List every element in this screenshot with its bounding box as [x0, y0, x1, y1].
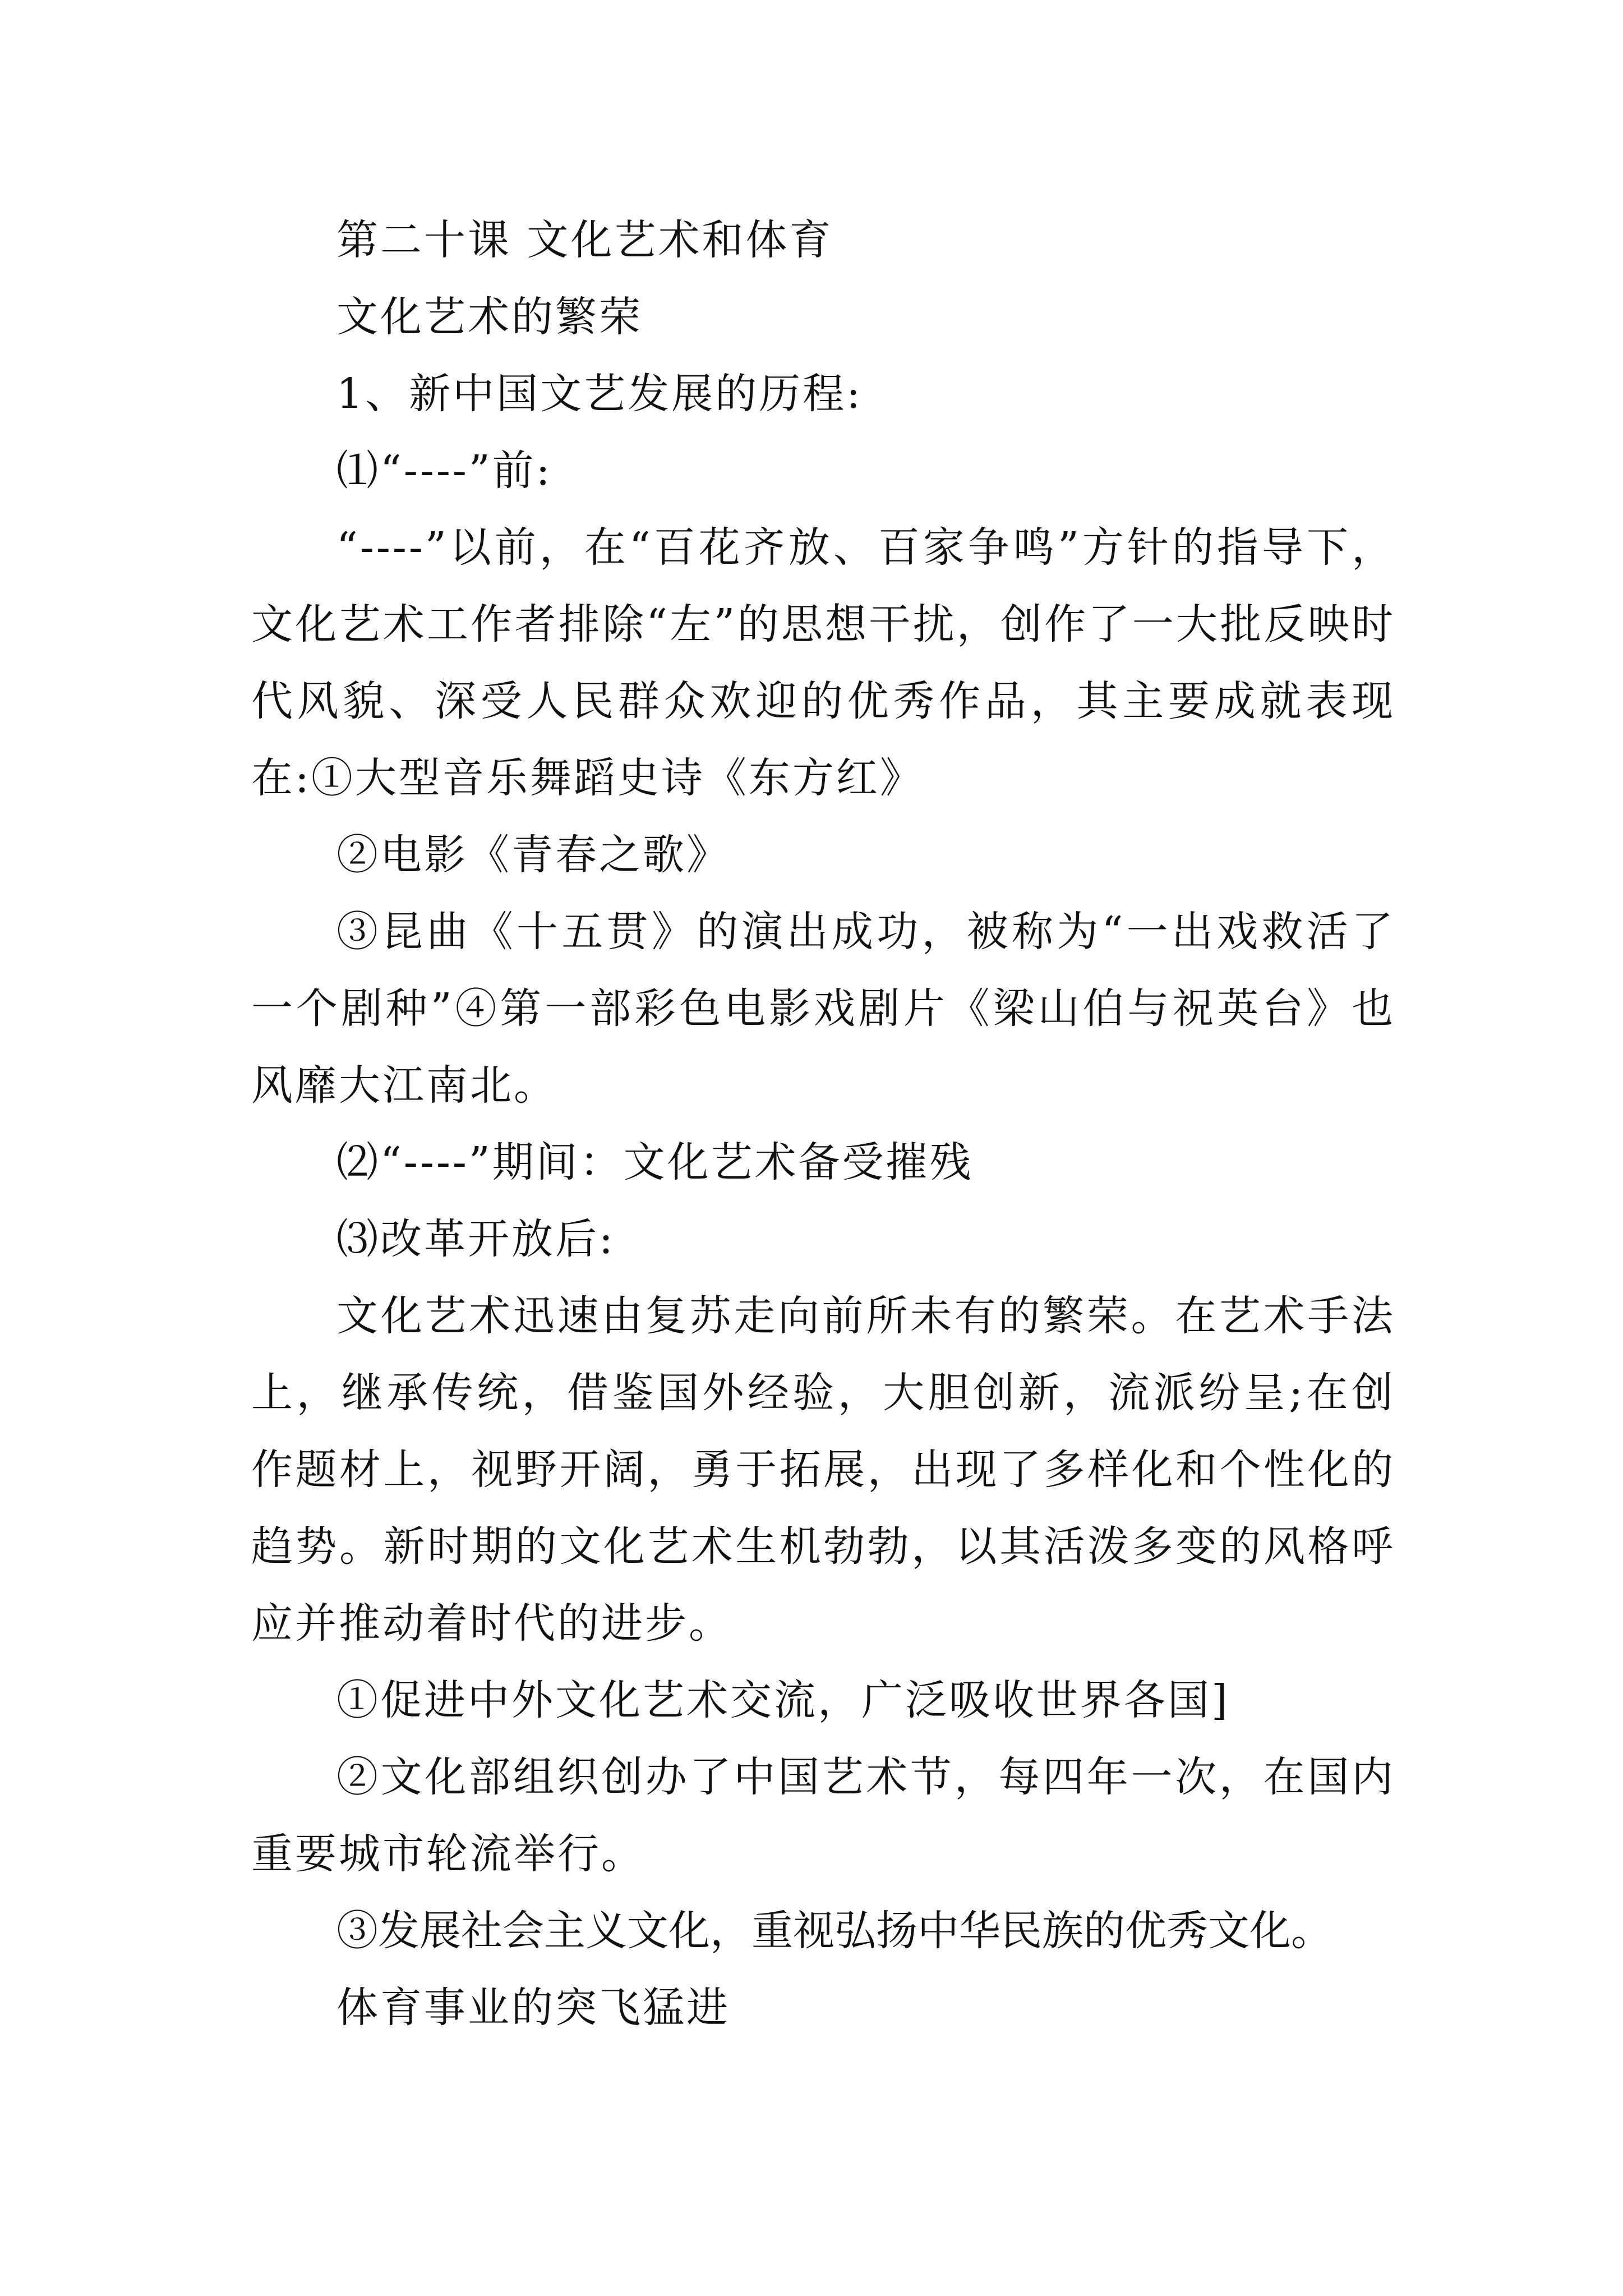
sub-heading-3: ⑶改革开放后:	[336, 1215, 615, 1263]
sub-3-item-3: ③发展社会主义文化，重视弘扬中华民族的优秀文化。	[336, 1907, 1332, 1955]
sub-1-body: “----”以前，在“百花齐放、百家争鸣”方针的指导下，文化艺术工作者排除“左”的思想干扰，创作了一大批反映时代风貌、深受人民群众欢迎的优秀作品，其主要成就表现在:①大型音乐舞蹈史诗《东方红》	[251, 523, 1395, 802]
sub-3-item-1: ①促进中外文化艺术交流，广泛吸收世界各国]	[336, 1676, 1230, 1724]
sub-heading-2: ⑵“----”期间：文化艺术备受摧残	[336, 1138, 974, 1186]
sub-1-item-3: ③昆曲《十五贯》的演出成功，被称为“一出戏救活了一个剧种”④第一部彩色电影戏剧片《梁山伯与祝英台》也风靡大江南北。	[251, 908, 1395, 1110]
sub-3-item-2: ②文化部组织创办了中国艺术节，每四年一次，在国内重要城市轮流举行。	[251, 1753, 1395, 1878]
point-1: 1、新中国文艺发展的历程:	[336, 370, 863, 418]
sub-1-item-2: ②电影《青春之歌》	[336, 831, 730, 879]
document-body	[251, 202, 1395, 2046]
sub-3-body: 文化艺术迅速由复苏走向前所未有的繁荣。在艺术手法上，继承传统，借鉴国外经验，大胆创新，流派纷呈;在创作题材上，视野开阔，勇于拓展，出现了多样化和个性化的趋势。新时期的文化艺术生机勃勃，以其活泼多变的风格呼应并推动着时代的进步。	[251, 1292, 1395, 1648]
section-heading-sports: 体育事业的突飞猛进	[336, 1984, 730, 2032]
sub-heading-1: ⑴“----”前:	[336, 447, 552, 495]
lesson-title: 第二十课 文化艺术和体育	[336, 216, 833, 264]
section-heading-culture: 文化艺术的繁荣	[336, 293, 643, 341]
